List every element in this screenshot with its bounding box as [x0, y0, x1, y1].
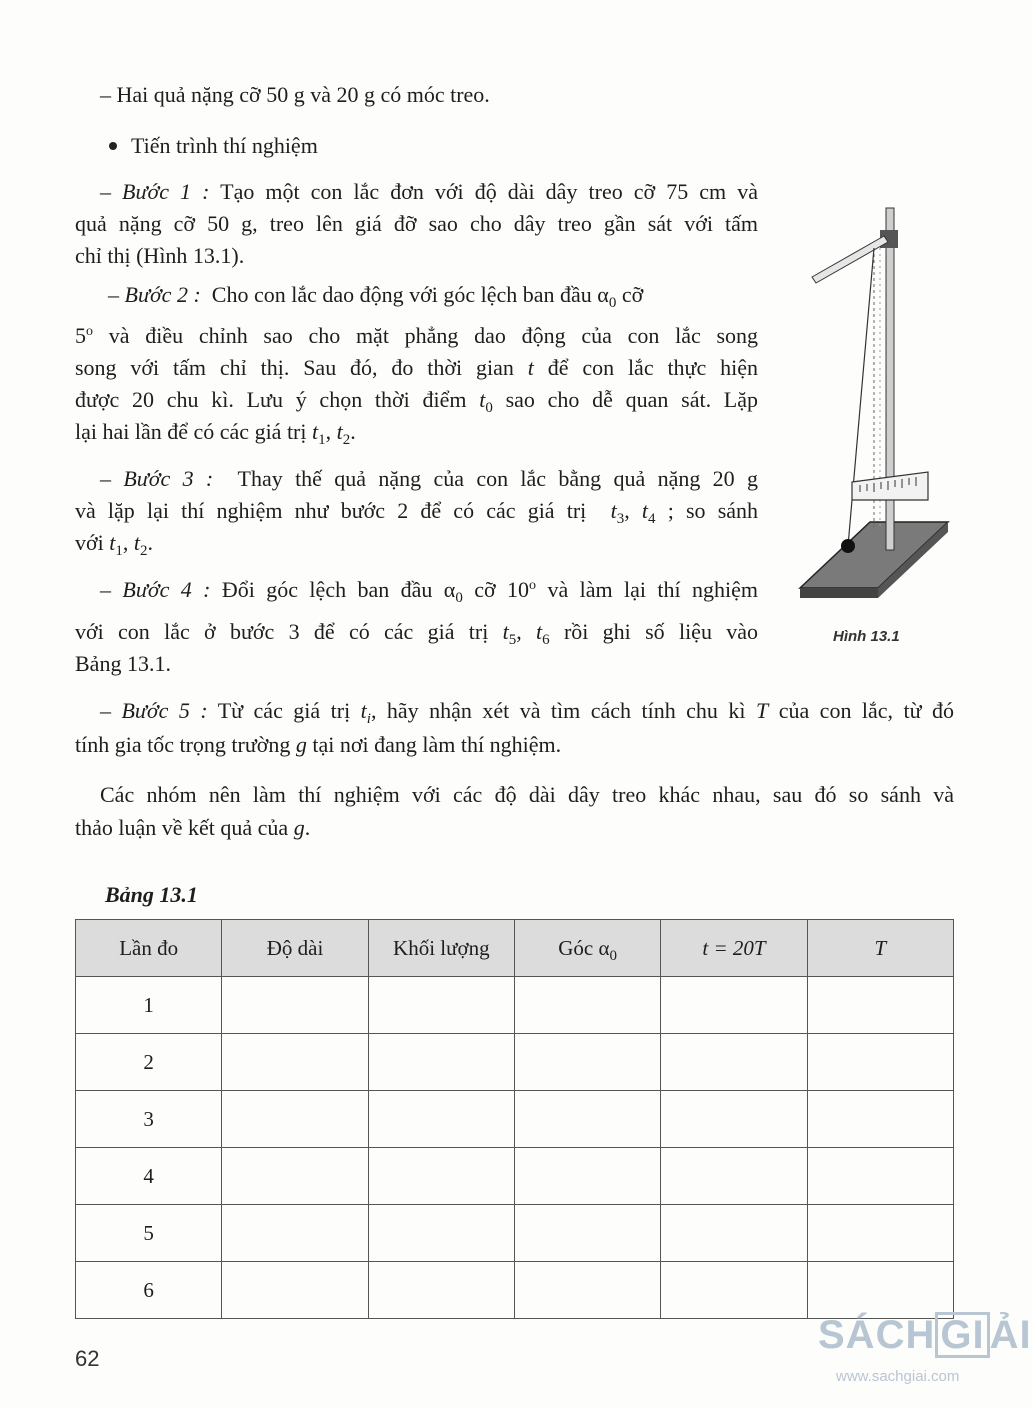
step4-line2: với con lắc ở bước 3 để có các giá trị $t_5$, $t_6$ rồi ghi số liệu vào [75, 619, 758, 648]
table-cell [661, 1148, 807, 1205]
header-t-20t: t = 20T [661, 920, 807, 977]
header-goc: Góc $\alpha_0$ [514, 920, 660, 977]
step2-line1: – Bước 2 : Cho con lắc dao động với góc lệch ban đầu $\alpha_0$ cỡ [108, 282, 644, 311]
table-cell [807, 1034, 953, 1091]
table-cell [222, 1262, 368, 1319]
table-cell [807, 1205, 953, 1262]
table-row [76, 1091, 954, 1148]
table-cell [661, 1091, 807, 1148]
watermark-url: www.sachgiai.com [836, 1368, 960, 1385]
bullet-icon [109, 142, 117, 150]
step2-line3: song với tấm chỉ thị. Sau đó, đo thời gian t để con lắc thực hiện [75, 355, 758, 380]
stand-base-edge [800, 588, 878, 598]
table-cell [222, 1091, 368, 1148]
table-cell [368, 1205, 514, 1262]
step3-line1: – Bước 3 : Thay thế quả nặng của con lắc bằng quả nặng 20 g [100, 466, 758, 491]
row-index-cell: 2 [76, 1034, 222, 1091]
stand-arm [812, 236, 888, 283]
table-cell [661, 1034, 807, 1091]
step2-line5: lại hai lần để có các giá trị $t_1$, $t_2$. [75, 419, 356, 448]
figure-caption: Hình 13.1 [833, 628, 900, 645]
pendulum-figure [800, 200, 960, 620]
table-cell [514, 1148, 660, 1205]
header-period: T [807, 920, 953, 977]
table-cell [222, 1205, 368, 1262]
step1-line3: chỉ thị (Hình 13.1). [75, 243, 245, 268]
step1-line1: – Bước 1 : Tạo một con lắc đơn với độ dài dây treo cỡ 75 cm và [100, 179, 758, 204]
row-index-cell: 5 [76, 1205, 222, 1262]
table-row [76, 1205, 954, 1262]
step4-line3: Bảng 13.1. [75, 651, 171, 676]
row-index-cell: 3 [76, 1091, 222, 1148]
table-cell [807, 1148, 953, 1205]
table-cell [368, 1034, 514, 1091]
pendulum-bob [841, 539, 855, 553]
table-cell [661, 977, 807, 1034]
row-index-cell: 4 [76, 1148, 222, 1205]
table-row [76, 977, 954, 1034]
step1-line2: quả nặng cỡ 50 g, treo lên giá đỡ sao cho dây treo gần sát với tấm [75, 211, 758, 236]
header-lan-do: Lần đo [76, 920, 222, 977]
table-cell [514, 1034, 660, 1091]
step2-line4: được 20 chu kì. Lưu ý chọn thời điểm $t_0$ sao cho dễ quan sát. Lặp [75, 387, 758, 416]
table-cell [807, 1091, 953, 1148]
watermark-logo: SÁCH GI ẢI [818, 1313, 1032, 1357]
table-row [76, 1262, 954, 1319]
table-cell [514, 1262, 660, 1319]
measurement-table [75, 919, 954, 1319]
step5-line1: – Bước 5 : Từ các giá trị $t_i$, hãy nhận xét và tìm cách tính chu kì T của con lắc, từ đó [100, 698, 954, 727]
table-cell [661, 1205, 807, 1262]
row-index-cell: 6 [76, 1262, 222, 1319]
step2-line2: 5$^o$ và điều chỉnh sao cho mặt phẳng dao động của con lắc song [75, 323, 759, 348]
procedure-heading: Tiến trình thí nghiệm [95, 131, 318, 161]
step3-line3: với $t_1$, $t_2$. [75, 530, 153, 559]
table-row [76, 1034, 954, 1091]
table-cell [368, 1148, 514, 1205]
pendulum-string [848, 248, 874, 546]
table-cell [661, 1262, 807, 1319]
table-cell [222, 1148, 368, 1205]
table-cell [222, 977, 368, 1034]
table-cell [368, 1091, 514, 1148]
table-cell [514, 1091, 660, 1148]
table-title: Bảng 13.1 [105, 882, 198, 907]
header-khoi-luong: Khối lượng [368, 920, 514, 977]
note-line1: Các nhóm nên làm thí nghiệm với các độ dài dây treo khác nhau, sau đó so sánh và [100, 782, 954, 807]
watermark [818, 1312, 1032, 1385]
step5-line2: tính gia tốc trọng trường g tại nơi đang làm thí nghiệm. [75, 732, 562, 757]
step3-line2: và lặp lại thí nghiệm như bước 2 để có các giá trị $t_3$, $t_4$ ; so sánh [75, 498, 759, 527]
table-cell [807, 1262, 953, 1319]
table-cell [368, 1262, 514, 1319]
table-cell [807, 977, 953, 1034]
header-do-dai: Độ dài [222, 920, 368, 977]
note-line2: thảo luận về kết quả của g. [75, 815, 311, 840]
materials-line: – Hai quả nặng cỡ 50 g và 20 g có móc treo. [100, 82, 490, 107]
page-number: 62 [75, 1346, 100, 1371]
table-cell [368, 977, 514, 1034]
table-cell [222, 1034, 368, 1091]
stand-base [800, 522, 948, 588]
table-row [76, 1148, 954, 1205]
table-cell [514, 1205, 660, 1262]
step4-line1: – Bước 4 : Đổi góc lệch ban đầu $\alpha_0$ cỡ 10$^o$ và làm lại thí nghiệm [100, 577, 759, 606]
table-cell [514, 977, 660, 1034]
table-header-row [76, 920, 954, 977]
row-index-cell: 1 [76, 977, 222, 1034]
